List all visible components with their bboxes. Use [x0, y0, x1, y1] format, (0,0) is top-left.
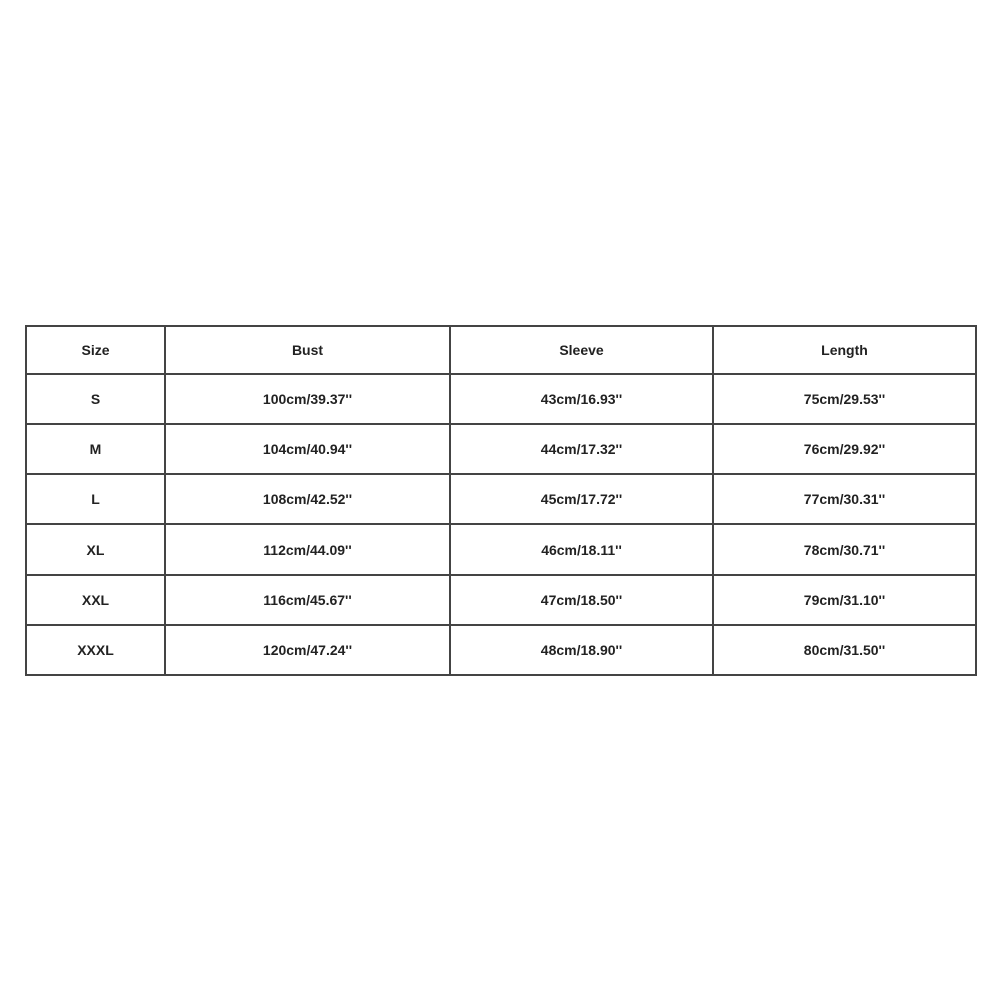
header-row	[26, 326, 976, 374]
cell-sleeve: 48cm/18.90''	[450, 625, 713, 675]
header-size: Size	[26, 326, 165, 374]
cell-bust: 120cm/47.24''	[165, 625, 450, 675]
table-row	[26, 474, 976, 524]
cell-bust: 104cm/40.94''	[165, 424, 450, 474]
cell-size: L	[26, 474, 165, 524]
cell-sleeve: 47cm/18.50''	[450, 575, 713, 625]
cell-sleeve: 46cm/18.11''	[450, 524, 713, 574]
cell-bust: 108cm/42.52''	[165, 474, 450, 524]
table-row	[26, 374, 976, 424]
cell-size: XXXL	[26, 625, 165, 675]
size-chart-table	[25, 325, 977, 676]
cell-length: 78cm/30.71''	[713, 524, 976, 574]
cell-bust: 100cm/39.37''	[165, 374, 450, 424]
cell-length: 79cm/31.10''	[713, 575, 976, 625]
cell-size: M	[26, 424, 165, 474]
header-length: Length	[713, 326, 976, 374]
cell-size: S	[26, 374, 165, 424]
cell-size: XL	[26, 524, 165, 574]
cell-length: 80cm/31.50''	[713, 625, 976, 675]
cell-length: 76cm/29.92''	[713, 424, 976, 474]
table-row	[26, 575, 976, 625]
table-body	[26, 374, 976, 675]
cell-bust: 112cm/44.09''	[165, 524, 450, 574]
header-sleeve: Sleeve	[450, 326, 713, 374]
cell-sleeve: 43cm/16.93''	[450, 374, 713, 424]
cell-length: 75cm/29.53''	[713, 374, 976, 424]
table-row	[26, 424, 976, 474]
cell-sleeve: 45cm/17.72''	[450, 474, 713, 524]
cell-size: XXL	[26, 575, 165, 625]
cell-length: 77cm/30.31''	[713, 474, 976, 524]
table-row	[26, 625, 976, 675]
header-bust: Bust	[165, 326, 450, 374]
table-row	[26, 524, 976, 574]
table-header	[26, 326, 976, 374]
cell-bust: 116cm/45.67''	[165, 575, 450, 625]
cell-sleeve: 44cm/17.32''	[450, 424, 713, 474]
